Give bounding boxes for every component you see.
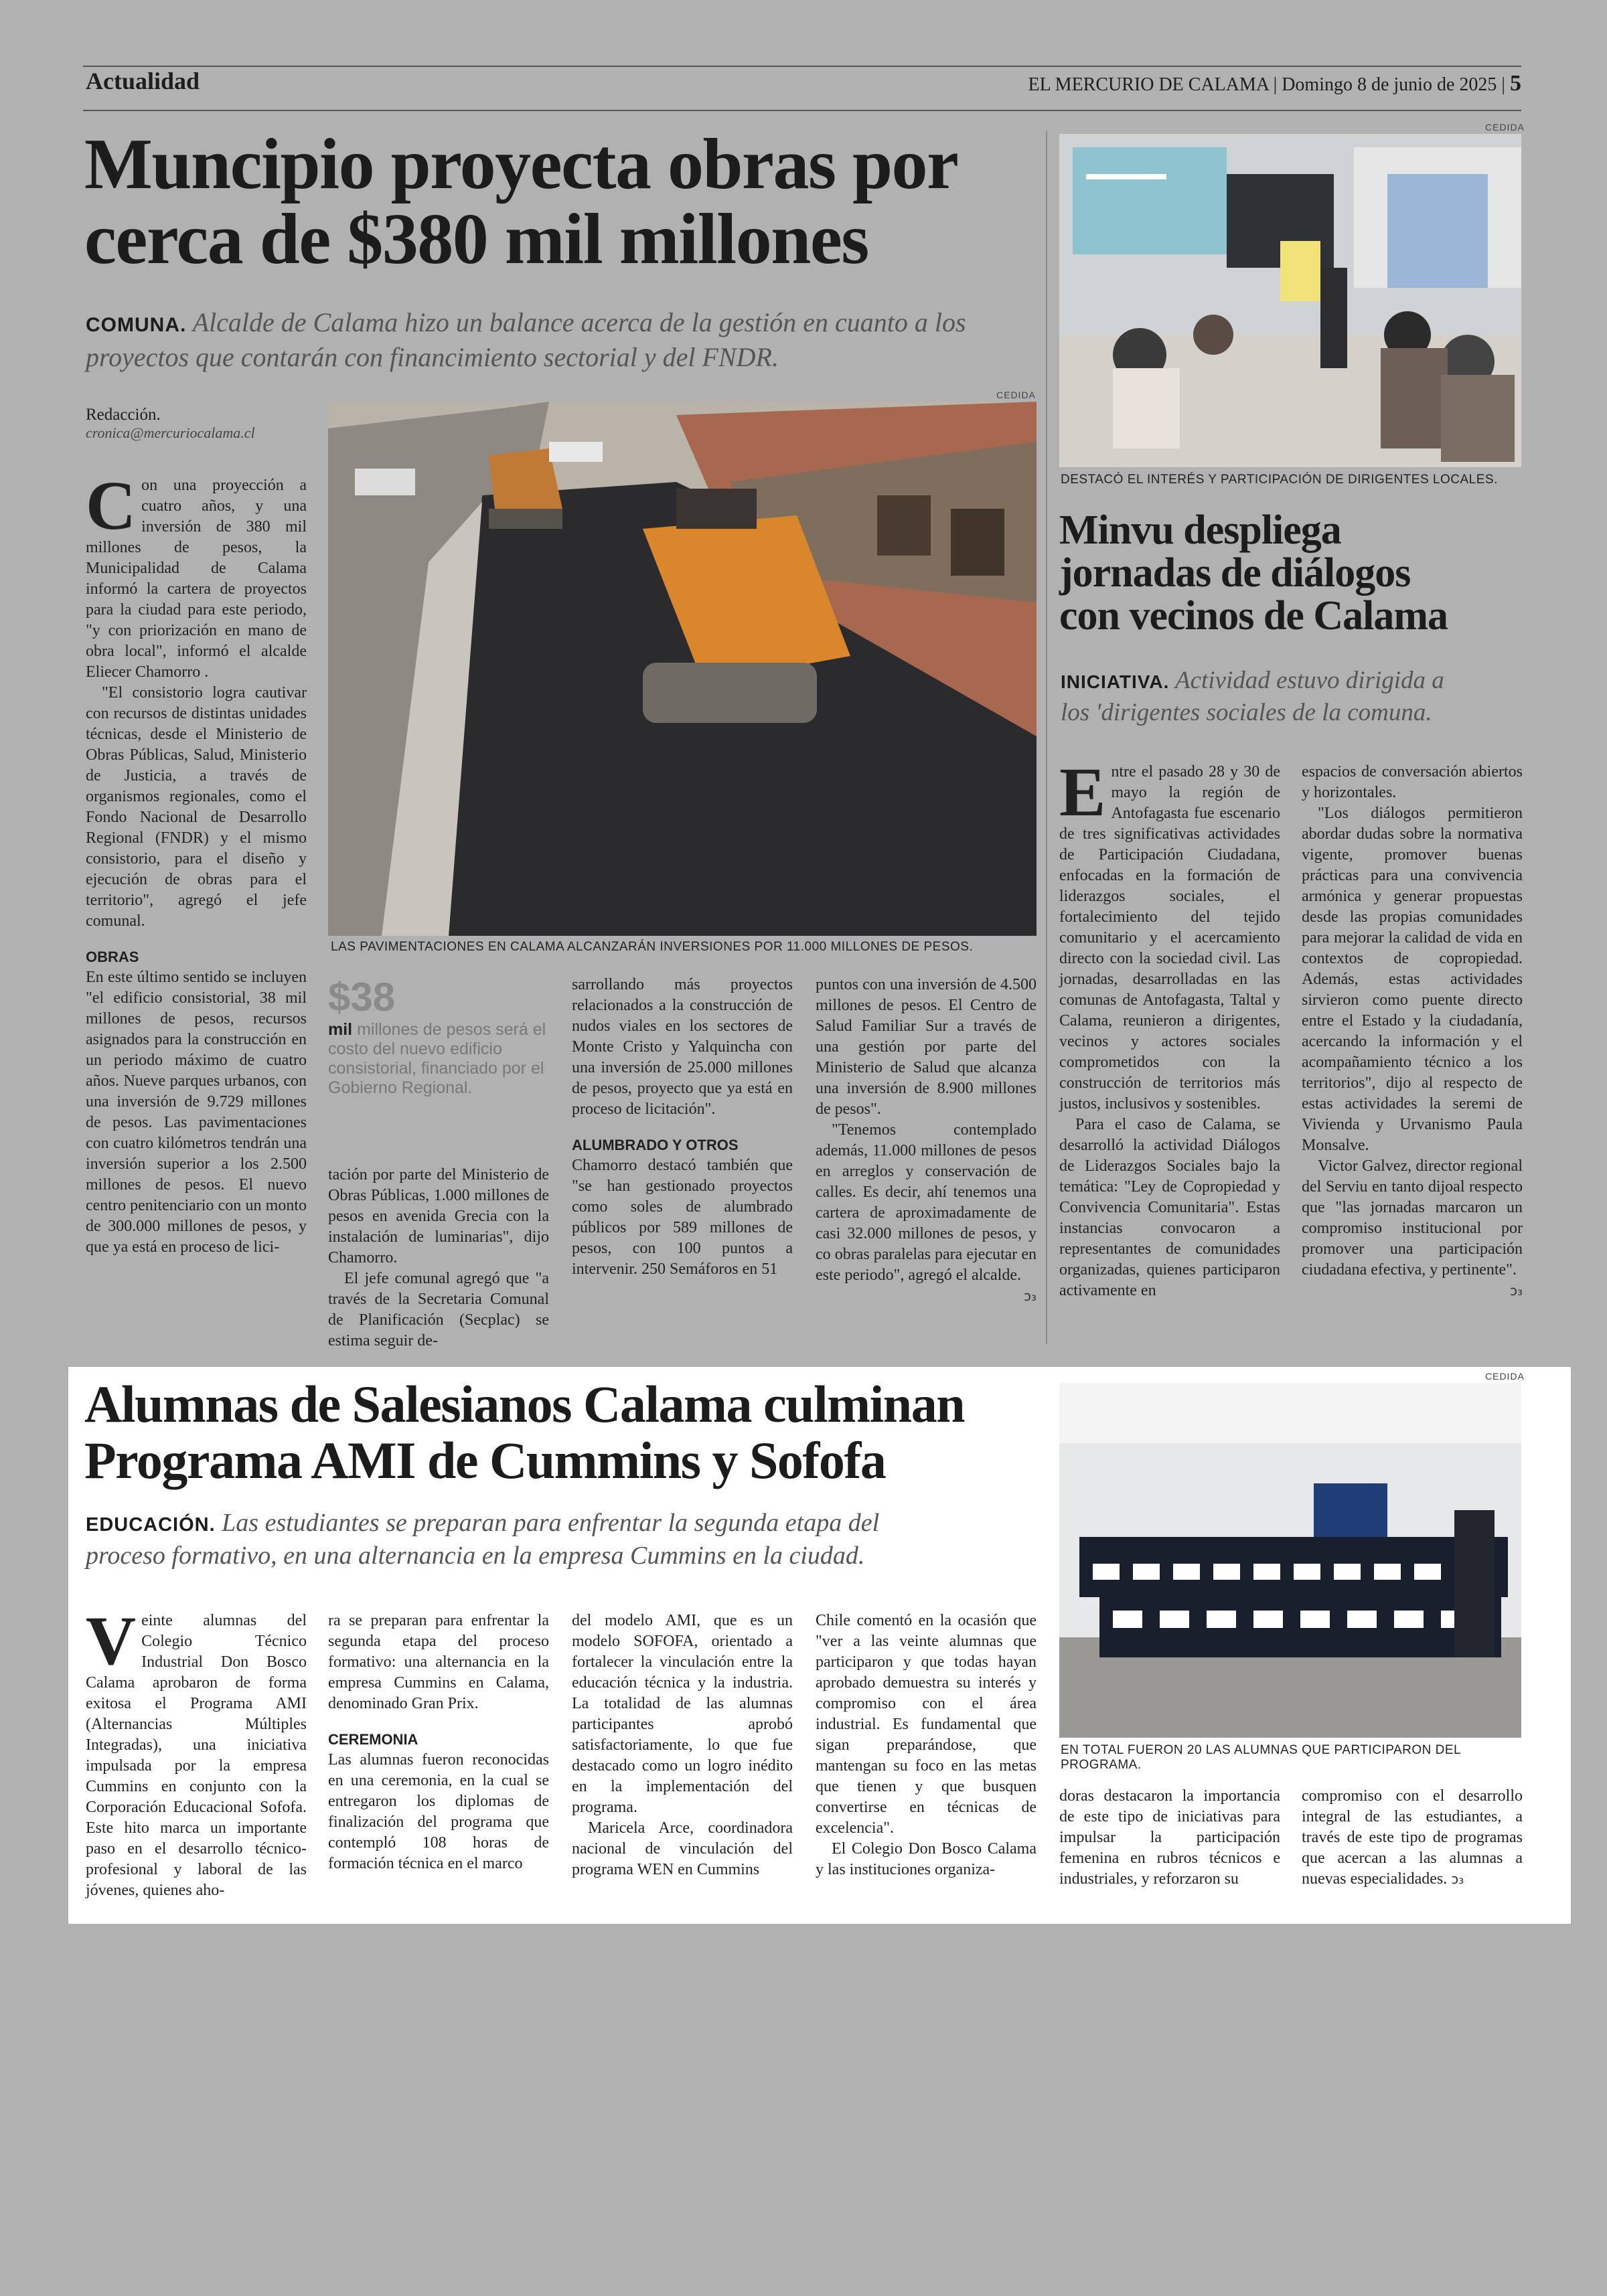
article2-paragraph-2: Para el caso de Calama, se desarrolló la actividad Diálogos de Liderazgos Sociales bajo la temática: "Ley de Copropiedad y Convivencia Comunitaria". Estas instancias convocaron a representantes de comunidades organizadas, quienes participaron activamente en [1059, 1116, 1280, 1299]
article2-photo-credit: CEDIDA [1485, 122, 1525, 133]
article1-paragraph-3: En este último sentido se incluyen "el edificio consistorial, 38 mil millones de pesos, recursos asignados para la construcción en un periodo máximo de cuatro años. Nueve parques urbanos, con una inversión de 9.729 millones de pesos. Las pavimentaciones con cuatro kilómetros tendrán una inversión superior a los 2.500 millones de pesos. El nuevo centro penitenciario con un monto de 300.000 millones de pesos, y que ya está en proceso de lici- [86, 969, 307, 1256]
article1-headline-line1: Muncipio proyecta obras por [84, 125, 958, 204]
article3-kicker: EDUCACIÓN. [86, 1514, 216, 1536]
article2-endmark: ɔ₃ [1509, 1283, 1523, 1299]
factoid-unit: mil [328, 1020, 353, 1039]
article2-col2-paragraph-2: "Los diálogos permitieron abordar dudas sobre la normativa vigente, promover buenas prácticas para una convivencia armónica y generar propuestas desde las propias comunidades para mejorar la calidad de vida en contextos de copropiedad. Además, estas actividades sirvieron como puente directo entre el Estado y la ciudadanía, acercando la información y el acompañamiento técnico a los territorios", dijo al respecto de estas actividades la seremi de Vivienda y Urvanismo Paula Monsalve. [1302, 805, 1523, 1154]
article1-column-1 [86, 467, 307, 1258]
article1-column-4 [816, 975, 1037, 1307]
article3-col2-paragraph-1: ra se preparan para enfrentar la segunda etapa del proceso formativo: una alternancia en la empresa Cummins en Calama, denominado Gran Prix. [328, 1612, 549, 1712]
article3-deck [86, 1507, 1037, 1571]
students-photo-illustration [1059, 1383, 1521, 1738]
article3-deck-line1: Las estudiantes se preparan para enfrentar la segunda etapa del [222, 1509, 880, 1537]
factoid [328, 974, 549, 1098]
article1-dropcap: C [86, 467, 137, 544]
article1-paragraph-1: on una proyección a cuatro años, y una inversión de 380 mil millones de pesos, la Municipalidad de Calama informó la cartera de proyectos para la ciudad para este periodo, "y con priorización en mano de obra local", informó el alcalde Eliecer Chamorro . [86, 477, 307, 681]
masthead: EL MERCURIO DE CALAMA | Domingo 8 de junio de 2025 | 5 [1028, 71, 1521, 96]
article1-col3-paragraph-2: Chamorro destacó también que "se han gestionado proyectos como soles de alumbrado públicos por 589 millones de pesos, con 100 puntos a intervenir. 250 Semáforos en 51 [572, 1157, 793, 1278]
article2-col2-paragraph-3: Victor Galvez, director regional del Serviu en tanto dijoal respecto que "las jornadas marcaron un compromiso institucional por promover una participación ciudadana efectiva, y pertinente". [1302, 1157, 1523, 1279]
article1-col3-paragraph-1: sarrollando más proyectos relacionados a la construcción de nudos viales en los sectores de Monte Cristo y Yalquincha con una inversión de 25.000 millones de pesos, proyecto que ya está en proceso de licitación". [572, 976, 793, 1118]
article2-deck-line1: Actividad estuvo dirigida a [1175, 667, 1444, 694]
article3-col3-paragraph-2: Maricela Arce, coordinadora nacional de vinculación del programa WEN en Cummins [572, 1819, 793, 1878]
article2-headline-line1: Minvu despliega [1059, 507, 1341, 553]
article3-photo-credit: CEDIDA [1485, 1371, 1525, 1382]
article1-col2-paragraph-1: tación por parte del Ministerio de Obras Públicas, 1.000 millones de pesos en avenida Grecia con la instalación de luminarias", dijo Chamorro. [328, 1166, 549, 1266]
factoid-description: millones de pesos será el costo del nuevo edificio consistorial, financiado por el Gobierno Regional. [328, 1020, 546, 1097]
students-photo [1059, 1383, 1521, 1738]
section-label: Actualidad [86, 68, 200, 94]
article1-headline [84, 127, 1035, 277]
article3-col4-paragraph-1: Chile comentó en la ocasión que "ver a las veinte alumnas que participaron y que todas hayan aprobado demuestra su interés y compromiso con el área industrial. Es fundamental que sigan preparándose, que mantengan su foco en las metas que tienen y que busquen convertirse en técnicas de excelencia". [816, 1612, 1037, 1837]
article2-photo-caption: DESTACÓ EL INTERÉS Y PARTICIPACIÓN DE DIRIGENTES LOCALES. [1061, 473, 1498, 487]
article2-headline-line3: con vecinos de Calama [1059, 593, 1448, 639]
article2-deck [1061, 665, 1523, 728]
header-bottom-rule [83, 110, 1521, 111]
meeting-photo-illustration [1059, 134, 1521, 467]
article1-paragraph-2: "El consistorio logra cautivar con recursos de distintas unidades técnicas, desde el Ministerio de Obras Públicas, Salud, Ministerio de Justicia, a través de organismos regionales, como el Fondo Nacional de Desarrollo Regional (FNDR) y el mismo consistorio, para el diseño y ejecución de obras para el territorio", agregó el jefe comunal. [86, 684, 307, 930]
header-top-rule [83, 66, 1521, 67]
article3-column-4 [816, 1611, 1037, 1880]
article2-kicker: INICIATIVA. [1061, 671, 1170, 692]
article3-col3-paragraph-1: del modelo AMI, que es un modelo SOFOFA, orientado a fortalecer la vinculación entre la educación técnica y la industria. La totalidad de las alumnas participantes aprobó satisfactoriamente, lo que fue destacado como un logro inédito en la implementación del programa. [572, 1612, 793, 1816]
article1-column-3 [572, 975, 793, 1280]
article3-col2-paragraph-2: Las alumnas fueron reconocidas en una ceremonia, en la cual se entregaron los diplomas de finalización del programa que contempló 108 horas de formación técnica en el marco [328, 1751, 549, 1872]
article1-deck-line1: Alcalde de Calama hizo un balance acerca de la gestión en cuanto a los [192, 307, 966, 337]
article1-col2-paragraph-2: El jefe comunal agregó que "a través de la Secretaria Comunal de Planificación (Secplac) se estima seguir de- [328, 1270, 549, 1349]
article2-paragraph-1: ntre el pasado 28 y 30 de mayo la región de Antofagasta fue escenario de tres significativas actividades de Participación Ciudadana, enfocadas en la formación de liderazgos sociales, el fortalecimiento del tejido comunitario y el acercamiento directo con la sociedad civil. Las jornadas, desarrolladas en las comunas de Antofagasta, Taltal y Calama, reunieron a dirigentes, vecinos y actores sociales comprometidos con la construcción de territorios más justos, inclusivos y sostenibles. [1059, 763, 1280, 1113]
meeting-photo [1059, 134, 1521, 467]
article2-deck-line2: los 'dirigentes sociales de la comuna. [1061, 699, 1432, 726]
article3-dropcap: V [86, 1603, 137, 1679]
article3-endmark: ɔ₃ [1451, 1871, 1464, 1887]
article2-col2-paragraph-1: espacios de conversación abiertos y horizontales. [1302, 763, 1523, 801]
article3-headline-line1: Alumnas de Salesianos Calama culminan [84, 1375, 965, 1433]
article2-headline [1059, 509, 1521, 637]
article1-photo-credit: CEDIDA [996, 390, 1036, 400]
article2-dropcap: E [1059, 754, 1106, 831]
byline-name: Redacción. [86, 406, 161, 424]
article1-headline-line2: cerca de $380 mil millones [84, 199, 868, 279]
article3-column-6 [1302, 1786, 1523, 1890]
article3-headline-line2: Programa AMI de Cummins y Sofofa [84, 1431, 886, 1489]
article2-column-2 [1302, 762, 1523, 1301]
article3-column-2 [328, 1611, 549, 1874]
article3-col4-paragraph-2: El Colegio Don Bosco Calama y las instituciones organiza- [816, 1840, 1037, 1878]
article1-col4-paragraph-2: "Tenemos contemplado además, 11.000 millones de pesos en arreglos y conservación de calles. Es decir, ahí tenemos una cartera de aproximadamente de casi 32.000 millones de pesos, y co obras paralelas para ejecutar en este periodo", agregó el alcalde. [816, 1121, 1037, 1284]
factoid-text [328, 1020, 549, 1098]
article1-col4-paragraph-1: puntos con una inversión de 4.500 millones de pesos. El Centro de Salud Familiar Sur a través de una gestión por parte del Ministerio de Salud que alcanza una inversión de 8.900 millones de pesos". [816, 976, 1037, 1118]
issue-date: Domingo 8 de junio de 2025 [1282, 74, 1497, 95]
article3-col5-paragraph: doras destacaron la importancia de este tipo de iniciativas para impulsar la participación femenina en rubros técnicos e industriales, y reforzaron su [1059, 1787, 1280, 1888]
article1-kicker: COMUNA. [86, 314, 187, 336]
article3-column-1 [86, 1603, 307, 1901]
article3-column-3 [572, 1611, 793, 1880]
paving-photo-illustration [328, 402, 1037, 936]
article1-byline [86, 406, 313, 442]
article3-deck-line2: proceso formativo, en una alternancia en la empresa Cummins en la ciudad. [86, 1542, 865, 1570]
article1-subhead-obras: OBRAS [86, 949, 139, 965]
article1-column-2 [328, 1165, 549, 1351]
article3-column-5 [1059, 1786, 1280, 1890]
article2-headline-line2: jornadas de diálogos [1059, 550, 1411, 596]
article1-subhead-alumbrado: ALUMBRADO Y OTROS [572, 1137, 739, 1153]
article2-column-1 [1059, 754, 1280, 1301]
article1-photo-caption: LAS PAVIMENTACIONES EN CALAMA ALCANZARÁN INVERSIONES POR 11.000 MILLONES DE PESOS. [331, 940, 974, 954]
article1-endmark: ɔ₃ [1023, 1288, 1037, 1304]
column-divider [1046, 131, 1047, 1344]
article3-subhead-ceremonia: CEREMONIA [328, 1731, 418, 1748]
article1-deck [86, 307, 1037, 374]
article3-paragraph-1: einte alumnas del Colegio Técnico Industrial Don Bosco Calama aprobaron de forma exitosa el Programa AMI (Alternancias Múltiples Integradas), una iniciativa impulsada por la empresa Cummins en conjunto con la Corporación Educacional Sofofa. Este hito marca un importante paso en el desarrollo técnico-profesional y laboral de las jóvenes, quienes aho- [86, 1612, 307, 1899]
factoid-number: $38 [328, 975, 396, 1019]
article1-deck-line2: proyectos que contarán con financimiento sectorial y del FNDR. [86, 342, 779, 372]
paving-photo [328, 402, 1037, 936]
page-number: 5 [1510, 71, 1521, 96]
article3-photo-caption: EN TOTAL FUERON 20 LAS ALUMNAS QUE PARTICIPARON DEL PROGRAMA. [1061, 1743, 1461, 1772]
byline-email: cronica@mercuriocalama.cl [86, 424, 255, 441]
masthead-title: EL MERCURIO DE CALAMA [1028, 74, 1269, 95]
article3-col6-paragraph: compromiso con el desarrollo integral de las estudiantes, a través de este tipo de programas que acercan a las alumnas a nuevas especialidades. [1302, 1787, 1523, 1888]
article3-headline [84, 1376, 1035, 1489]
